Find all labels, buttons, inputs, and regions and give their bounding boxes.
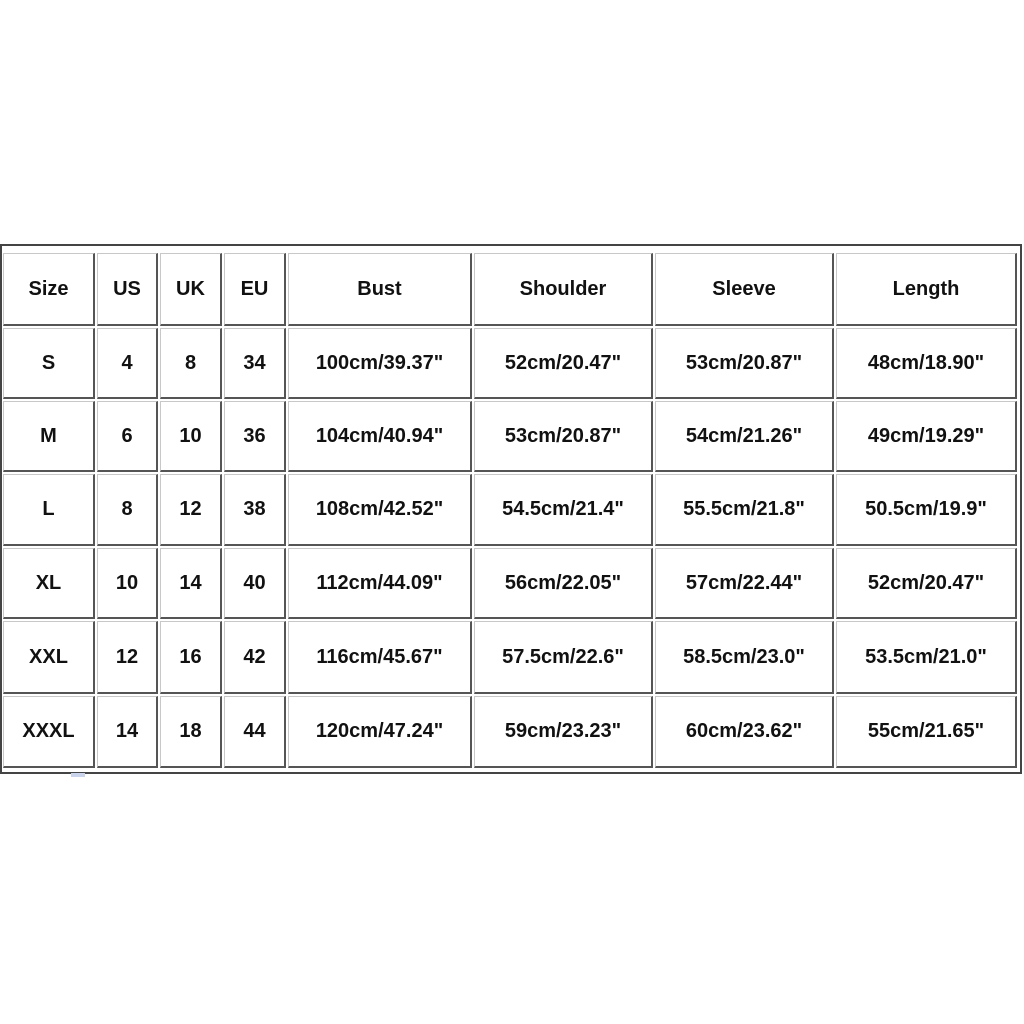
cell-size: XL: [3, 548, 95, 619]
cell-us: 10: [97, 548, 158, 619]
cell-size: M: [3, 401, 95, 472]
cell-shoulder: 56cm/22.05": [474, 548, 653, 619]
cell-shoulder: 52cm/20.47": [474, 328, 653, 399]
cell-bust: 100cm/39.37": [288, 328, 472, 399]
cell-bust: 104cm/40.94": [288, 401, 472, 472]
cell-size: XXL: [3, 621, 95, 694]
cell-eu: 34: [224, 328, 286, 399]
cell-length: 50.5cm/19.9": [836, 474, 1017, 546]
cell-size: S: [3, 328, 95, 399]
cell-uk: 12: [160, 474, 222, 546]
cell-length: 53.5cm/21.0": [836, 621, 1017, 694]
cell-eu: 42: [224, 621, 286, 694]
size-chart-table: [0, 244, 1022, 774]
cell-length: 48cm/18.90": [836, 328, 1017, 399]
cell-sleeve: 53cm/20.87": [655, 328, 834, 399]
cell-bust: 112cm/44.09": [288, 548, 472, 619]
header-sleeve: Sleeve: [655, 253, 834, 326]
cell-sleeve: 57cm/22.44": [655, 548, 834, 619]
cell-uk: 18: [160, 696, 222, 768]
cell-length: 52cm/20.47": [836, 548, 1017, 619]
cell-sleeve: 54cm/21.26": [655, 401, 834, 472]
cell-bust: 120cm/47.24": [288, 696, 472, 768]
cell-sleeve: 58.5cm/23.0": [655, 621, 834, 694]
cell-eu: 40: [224, 548, 286, 619]
cell-shoulder: 53cm/20.87": [474, 401, 653, 472]
cell-eu: 36: [224, 401, 286, 472]
cell-us: 6: [97, 401, 158, 472]
cell-size: XXXL: [3, 696, 95, 768]
cell-uk: 14: [160, 548, 222, 619]
header-length: Length: [836, 253, 1017, 326]
header-us: US: [97, 253, 158, 326]
header-shoulder: Shoulder: [474, 253, 653, 326]
cell-us: 14: [97, 696, 158, 768]
cell-shoulder: 57.5cm/22.6": [474, 621, 653, 694]
cell-sleeve: 60cm/23.62": [655, 696, 834, 768]
cell-size: L: [3, 474, 95, 546]
cell-length: 49cm/19.29": [836, 401, 1017, 472]
cell-bust: 116cm/45.67": [288, 621, 472, 694]
header-uk: UK: [160, 253, 222, 326]
cell-eu: 38: [224, 474, 286, 546]
cell-bust: 108cm/42.52": [288, 474, 472, 546]
cell-length: 55cm/21.65": [836, 696, 1017, 768]
stray-mark: [71, 773, 85, 777]
cell-uk: 16: [160, 621, 222, 694]
cell-eu: 44: [224, 696, 286, 768]
cell-uk: 8: [160, 328, 222, 399]
cell-shoulder: 54.5cm/21.4": [474, 474, 653, 546]
cell-sleeve: 55.5cm/21.8": [655, 474, 834, 546]
cell-us: 8: [97, 474, 158, 546]
cell-us: 4: [97, 328, 158, 399]
cell-shoulder: 59cm/23.23": [474, 696, 653, 768]
header-size: Size: [3, 253, 95, 326]
cell-us: 12: [97, 621, 158, 694]
header-eu: EU: [224, 253, 286, 326]
header-bust: Bust: [288, 253, 472, 326]
cell-uk: 10: [160, 401, 222, 472]
